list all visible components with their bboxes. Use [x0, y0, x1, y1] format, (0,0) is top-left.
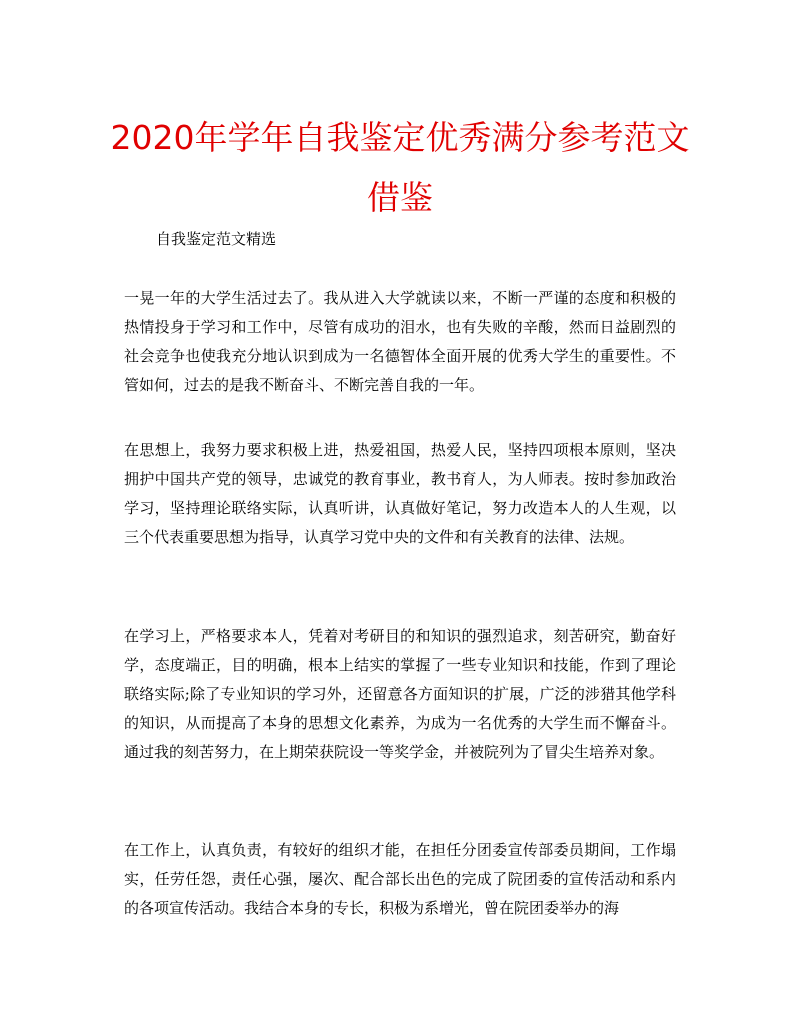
paragraph-2: 在思想上，我努力要求积极上进，热爱祖国，热爱人民，坚持四项根本原则，坚决拥护中国共产党的领导，忠诚党的教育事业，教书育人，为人师表。按时参加政治学习，坚持理论联络实际，认真听讲，认真做好笔记，努力改造本人的人生观，以三个代表重要思想为指导，认真学习党中央的文件和有关教育的法律、法规。 — [124, 441, 676, 546]
paragraph-4: 在工作上，认真负责，有较好的组织才能，在担任分团委宣传部委员期间，工作塌实，任劳任怨，责任心强，屡次、配合部长出色的完成了院团委的宣传活动和系内的各项宣传活动。我结合本身的专长，积极为系增光，曾在院团委举办的海 — [124, 841, 676, 917]
document-title: 2020年学年自我鉴定优秀满分参考范文借鉴 — [110, 118, 690, 217]
document-subtitle: 自我鉴定范文精选 — [156, 230, 277, 248]
paragraph-3: 在学习上，严格要求本人，凭着对考研目的和知识的强烈追求，刻苦研究，勤奋好学，态度端正，目的明确，根本上结实的掌握了一些专业知识和技能，作到了理论联络实际;除了专业知识的学习外，还留意各方面知识的扩展，广泛的涉猎其他学科的知识，从而提高了本身的思想文化素养，为成为一名优秀的大学生而不懈奋斗。通过我的刻苦努力，在上期荣获院设一等奖学金，并被院列为了冒尖生培养对象。 — [124, 627, 676, 761]
paragraph-1: 一晃一年的大学生活过去了。我从进入大学就读以来，不断一严谨的态度和积极的热情投身于学习和工作中，尽管有成功的泪水，也有失败的辛酸，然而日益剧烈的社会竞争也使我充分地认识到成为一名德智体全面开展的优秀大学生的重要性。不管如何，过去的是我不断奋斗、不断完善自我的一年。 — [124, 289, 676, 394]
